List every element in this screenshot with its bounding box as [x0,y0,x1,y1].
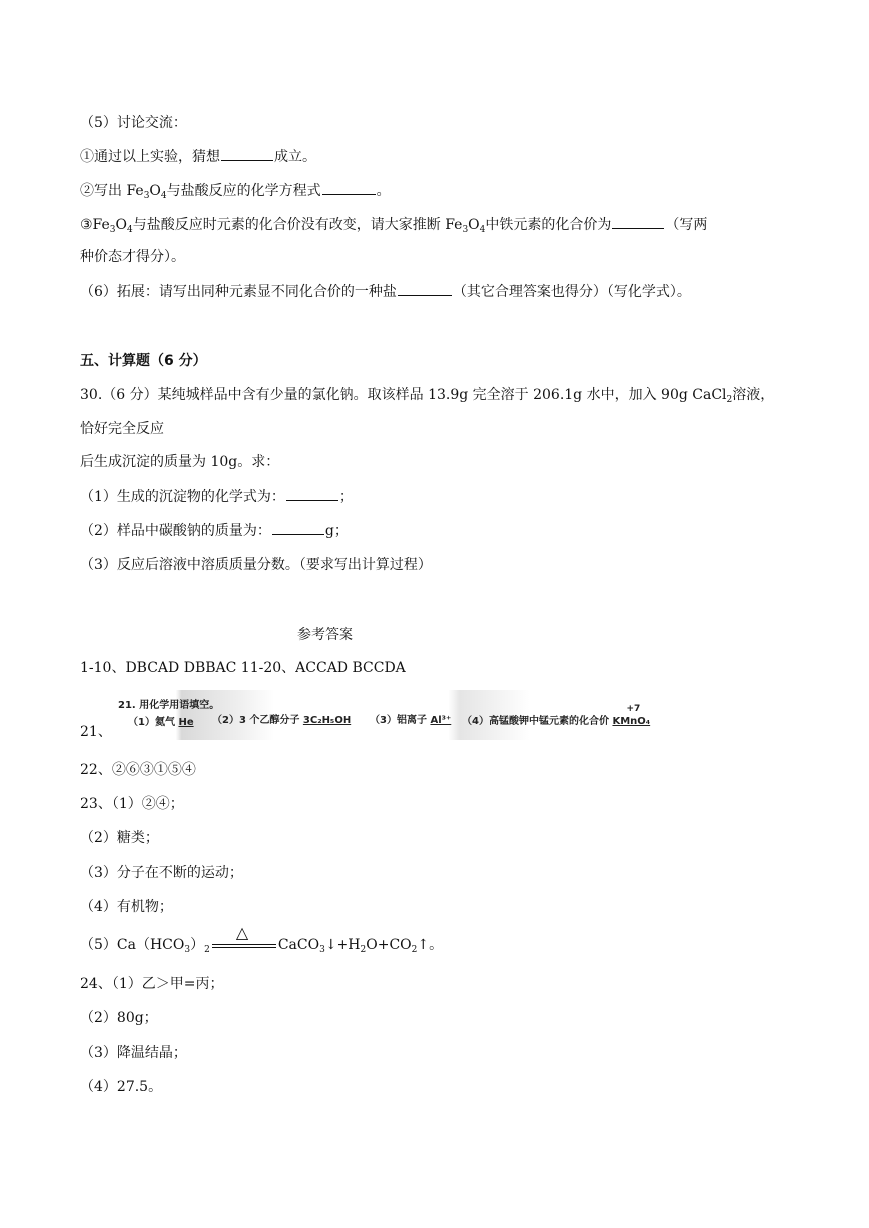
answer-blank[interactable] [221,147,273,161]
eq-text: CaCO [277,937,320,953]
scan-item-1-label: （1）氦气 [128,717,175,728]
part5-question-3-cont: 种价态才得分）。 [80,249,185,265]
q30-text: 30.（6 分）某纯城样品中含有少量的氯化钠。取该样品 13.9g 完全溶于 206.1g 水中，加入 90g CaCl [80,387,727,403]
answer-blank[interactable] [272,521,324,535]
answer-23-2: （2）糖类； [80,830,159,846]
q30-sub2 [80,521,348,541]
part6-question [80,282,691,302]
scan-title: 21. 用化学用语填空。 [118,700,220,711]
subscript: 4 [479,225,486,235]
q3-text: 中铁元素的化合价为 [485,217,612,233]
subscript: 2 [360,945,367,955]
scan-item-3-answer: Al³⁺ [430,715,452,726]
q2-text: ②写出 Fe [80,183,144,199]
answer-22: 22、②⑥③①⑤④ [80,762,196,778]
q3-text: O [468,217,480,233]
eq-text: ） [190,937,205,953]
subscript: 2 [204,945,210,955]
equation-line-top [212,944,276,945]
answer-24-1: 24、（1）乙＞甲=丙； [80,976,224,992]
q3-text: ③Fe [80,217,110,233]
eq-text: ↑。 [417,937,444,953]
scan-item-3 [370,711,451,726]
answer-blank[interactable] [612,215,664,229]
heat-triangle-icon: △ [235,923,249,942]
q3-text: O [115,217,128,233]
answer-blank[interactable] [322,181,376,195]
subscript: 2 [726,395,733,405]
q30-text: 溶液， [732,387,775,403]
answer-24-3: （3）降温结晶； [80,1045,187,1061]
scan-item-2-label: （2）3 个乙醇分子 [212,715,300,726]
answer-23-5 [80,923,444,955]
answer-21-scanned-image [112,690,692,740]
eq-text: （5）Ca（HCO [80,937,185,953]
q30-sub1-end: ； [338,489,353,505]
subscript: 3 [109,225,116,235]
answer-blank[interactable] [398,282,452,296]
answer-24-4: （4）27.5。 [80,1079,163,1095]
answer-24-2: （2）80g； [80,1010,158,1026]
answer-21-label: 21、 [80,724,112,740]
scan-item-4-answer-wrap [612,704,651,727]
part5-question-1 [80,147,316,167]
q3-text: （写两 [665,217,708,233]
subscript: 3 [184,945,191,955]
subscript: 3 [462,225,469,235]
answer-blank[interactable] [286,487,338,501]
equation-line-bottom [212,947,276,948]
q30-sub2-end: g； [324,523,348,539]
q30-sub1 [80,487,353,507]
answers-title: 参考答案 [297,627,353,643]
heat-condition-arrow [210,923,278,955]
answers-1-20: 1-10、DBCAD DBBAC 11-20、ACCAD BCCDA [80,660,406,676]
q1-text-end: 成立。 [274,149,316,165]
q2-text: 与盐酸反应的化学方程式 [166,183,321,199]
scan-item-2-answer: 3C₂H₅OH [302,715,352,726]
subscript: 2 [411,945,418,955]
subscript: 3 [319,945,325,955]
part5-question-3 [80,215,707,235]
q2-text-end: 。 [376,183,391,199]
eq-text: O+CO [366,937,412,953]
scan-item-1 [128,713,194,728]
q30-stem [80,385,774,405]
answer-23-3: （3）分子在不断的运动； [80,865,243,881]
q2-text: O [149,183,161,199]
scan-item-4-answer: KMnO₄ [612,716,651,727]
q1-text: ①通过以上实验，猜想 [80,149,220,165]
part6-text: （6）拓展：请写出同种元素显不同化合价的一种盐 [80,284,397,300]
q30-sub1-text: （1）生成的沉淀物的化学式为： [80,489,285,505]
answer-23-1: 23、（1）②④； [80,796,184,812]
valence-mark: +7 [626,704,641,714]
scan-item-2 [212,711,351,726]
subscript: 4 [127,225,133,235]
scan-item-4-label: （4）高锰酸钾中锰元素的化合价 [462,716,609,727]
q30-sub2-text: （2）样品中碳酸钠的质量为： [80,523,271,539]
subscript: 4 [160,191,167,201]
scan-item-1-answer: He [178,717,194,728]
q30-stem-cont: 恰好完全反应 [80,421,164,437]
q30-sub3: （3）反应后溶液中溶质质量分数。（要求写出计算过程） [80,557,432,573]
scan-item-4 [462,704,651,727]
part6-text-end: （其它合理答案也得分）（写化学式）。 [452,284,691,300]
part5-question-2 [80,181,391,201]
section-5-title: 五、计算题（6 分） [80,353,207,369]
eq-text: ↓+H [324,937,361,953]
scan-item-3-label: （3）铝离子 [370,715,427,726]
q30-stem-cont2: 后生成沉淀的质量为 10g。求： [80,454,280,470]
subscript: 3 [143,191,150,201]
part5-heading: （5）讨论交流： [80,115,187,131]
q3-text: 与盐酸反应时元素的化合价没有改变，请大家推断 Fe [132,217,463,233]
answer-23-4: （4）有机物； [80,899,173,915]
